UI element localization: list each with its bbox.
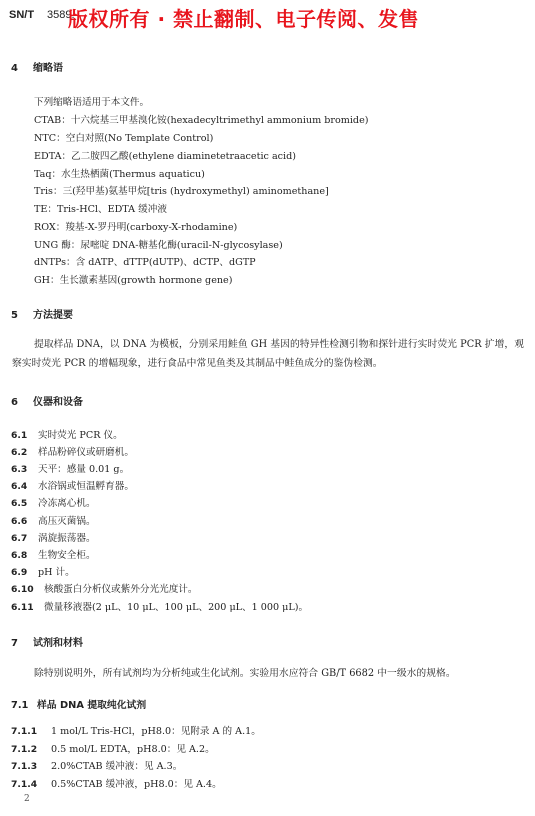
item-number: 6.11: [11, 602, 34, 613]
section-7-heading: [11, 634, 83, 649]
subsection-7-1-heading: [11, 697, 146, 711]
equipment-item: [11, 599, 308, 613]
item-text: 0.5%CTAB 缓冲液，pH8.0：见 A.4。: [51, 779, 222, 790]
item-number: 7.1.2: [11, 744, 38, 755]
abbrev-line: Tris：三(羟甲基)氨基甲烷[tris (hydroxymethyl) aminomethane]: [34, 186, 329, 197]
item-number: 7.1.4: [11, 779, 38, 790]
standard-number: 3589.: [47, 9, 75, 21]
equipment-item: [11, 478, 134, 492]
item-number: 6.8: [11, 550, 28, 561]
item-text: 天平：感量 0.01 g。: [38, 464, 130, 475]
section-number: 7: [11, 638, 18, 649]
item-text: 0.5 mol/L EDTA，pH8.0：见 A.2。: [51, 744, 215, 755]
equipment-item: [11, 513, 96, 527]
equipment-item: [11, 461, 129, 475]
equipment-item: [11, 495, 96, 509]
section-4-heading: [11, 59, 63, 74]
item-number: 6.10: [11, 584, 34, 595]
equipment-item: [11, 444, 134, 458]
standard-code: SN/T: [9, 9, 35, 21]
item-number: 6.1: [11, 430, 28, 441]
reagent-item: [11, 723, 261, 737]
abbrev-line: dNTPs：含 dATP、dTTP(dUTP)、dCTP、dGTP: [34, 257, 256, 268]
item-number: 7.1.1: [11, 726, 38, 737]
section-title: 缩略语: [33, 63, 63, 74]
section-title: 试剂和材料: [33, 638, 83, 649]
abbrev-line: ROX：羧基-X-罗丹明(carboxy-X-rhodamine): [34, 222, 238, 233]
item-text: 高压灭菌锅。: [38, 516, 96, 527]
item-text: 冷冻离心机。: [38, 498, 96, 509]
item-text: 涡旋振荡器。: [38, 533, 96, 544]
item-text: 水浴锅或恒温孵育器。: [38, 481, 134, 492]
section-number: 6: [11, 397, 18, 408]
section-title: 仪器和设备: [33, 397, 83, 408]
subsection-number: 7.1: [11, 700, 29, 711]
item-text: 1 mol/L Tris-HCl，pH8.0：见附录 A 的 A.1。: [51, 726, 261, 737]
abbrev-line: 下列缩略语适用于本文件。: [34, 97, 150, 108]
item-number: 6.3: [11, 464, 28, 475]
item-text: 2.0%CTAB 缓冲液：见 A.3。: [51, 761, 183, 772]
reagent-item: [11, 776, 222, 790]
reagent-item: [11, 758, 182, 772]
section-number: 5: [11, 310, 18, 321]
copyright-watermark: 版权所有 · 禁止翻制、电子传阅、发售: [68, 7, 420, 31]
equipment-item: [11, 564, 75, 578]
item-number: 6.7: [11, 533, 28, 544]
section-5-heading: [11, 306, 73, 321]
abbrev-line: TE：Tris-HCl、EDTA 缓冲液: [34, 204, 167, 215]
equipment-item: [11, 547, 96, 561]
abbrev-line: Taq：水生热栖菌(Thermus aquaticu): [34, 169, 205, 180]
equipment-item: [11, 581, 198, 595]
item-text: 实时荧光 PCR 仪。: [38, 430, 123, 441]
reagent-item: [11, 741, 215, 755]
item-text: 核酸蛋白分析仪或紫外分光光度计。: [44, 584, 198, 595]
item-text: pH 计。: [38, 567, 75, 578]
section-number: 4: [11, 63, 18, 74]
item-text: 生物安全柜。: [38, 550, 96, 561]
method-summary-paragraph: 提取样品 DNA，以 DNA 为模板，分别采用鲑鱼 GH 基因的特异性检测引物和探针进行实时荧光 PCR 扩增，观察实时荧光 PCR 的增幅现象，进行食品中常见鱼类及其制品中鲑鱼成分的鉴伪检测。: [12, 339, 524, 369]
equipment-item: [11, 530, 96, 544]
abbrev-line: EDTA：乙二胺四乙酸(ethylene diaminetetraacetic acid): [34, 151, 296, 162]
section-6-heading: [11, 393, 83, 408]
item-number: 6.4: [11, 481, 28, 492]
abbrev-line: CTAB：十六烷基三甲基溴化铵(hexadecyltrimethyl ammonium bromide): [34, 115, 369, 126]
abbrev-line: NTC：空白对照(No Template Control): [34, 133, 214, 144]
abbrev-line: UNG 酶：尿嘧啶 DNA-糖基化酶(uracil-N-glycosylase): [34, 240, 283, 251]
page-number: 2: [24, 794, 30, 804]
item-number: 7.1.3: [11, 761, 38, 772]
equipment-item: [11, 427, 123, 441]
item-text: 微量移液器(2 μL、10 μL、100 μL、200 μL、1 000 μL)。: [44, 602, 309, 613]
subsection-title: 样品 DNA 提取纯化试剂: [37, 700, 147, 711]
item-number: 6.2: [11, 447, 28, 458]
item-number: 6.5: [11, 498, 28, 509]
item-number: 6.9: [11, 567, 28, 578]
item-number: 6.6: [11, 516, 28, 527]
item-text: 样品粉碎仪或研磨机。: [38, 447, 134, 458]
section-title: 方法提要: [33, 310, 73, 321]
abbrev-line: GH：生长激素基因(growth hormone gene): [34, 275, 233, 286]
reagents-paragraph: 除特别说明外，所有试剂均为分析纯或生化试剂。实验用水应符合 GB/T 6682 中一级水的规格。: [34, 668, 456, 679]
